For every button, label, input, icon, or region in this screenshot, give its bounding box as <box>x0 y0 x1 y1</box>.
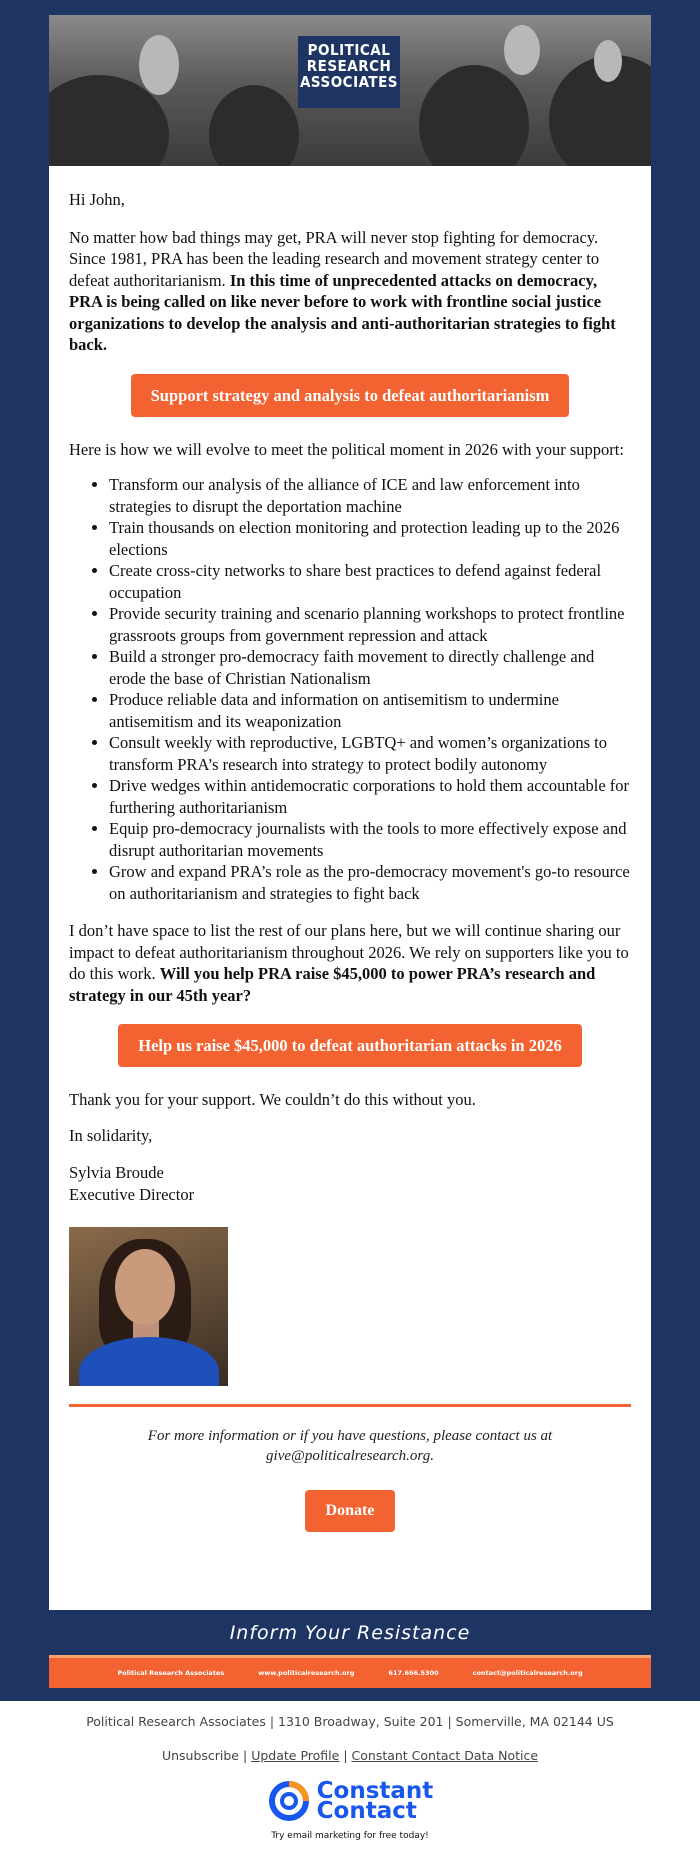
list-item: • Build a stronger pro-democracy faith movement to directly challenge and erode the base of Christian Nationalism <box>109 646 631 689</box>
greeting: Hi John, <box>69 190 125 209</box>
bar-email[interactable]: contact@politicalresearch.org <box>472 1669 583 1677</box>
orange-divider <box>69 1404 631 1407</box>
header-photo-banner <box>49 15 651 166</box>
photo-face-shape <box>115 1249 175 1325</box>
signer-title: Executive Director <box>69 1184 195 1204</box>
intro-bold-text: In this time of unprecedented attacks on democracy, PRA is being called on like never before to work with frontline social justice organizations to develop the analysis and anti-authoritarian strategies to fight back. <box>69 270 616 354</box>
donate-button[interactable]: Donate <box>305 1490 396 1532</box>
cta-container <box>69 1024 631 1067</box>
sender-address: Political Research Associates | 1310 Broadway, Suite 201 | Somerville, MA 02144 US <box>86 1714 614 1729</box>
unsubscribe-link[interactable]: Unsubscribe <box>161 1748 240 1763</box>
footer-links <box>0 1748 700 1763</box>
logo-line: ASSOCIATES <box>299 73 399 91</box>
raised-fist-shape <box>504 25 540 75</box>
link-separator: | <box>343 1748 348 1763</box>
constant-contact-logo[interactable] <box>0 1779 700 1823</box>
list-item: • Consult weekly with reproductive, LGBTQ+ and women’s organizations to transform PRA’s research into strategy to protect bodily autonomy <box>109 732 631 775</box>
director-photo <box>69 1227 228 1386</box>
constant-contact-wordmark <box>316 1778 434 1824</box>
list-item: • Train thousands on election monitoring and protection leading up to the 2026 elections <box>109 517 631 560</box>
list-item: • Provide security training and scenario planning workshops to protect frontline grassroots groups from government repression and attack <box>109 603 631 646</box>
data-notice-link[interactable]: Constant Contact Data Notice <box>351 1748 539 1763</box>
signer-name: Sylvia Broude <box>69 1163 164 1182</box>
constant-contact-icon <box>267 1779 311 1823</box>
bar-org-name: Political Research Associates <box>117 1669 225 1677</box>
list-item: • Drive wedges within antidemocratic corporations to hold them accountable for furthering authoritarianism <box>109 775 631 818</box>
raised-fist-shape <box>139 35 179 95</box>
plans-list <box>69 474 631 904</box>
wordmark-line: Constant <box>316 1778 434 1804</box>
list-item: • Create cross-city networks to share best practices to defend against federal occupation <box>109 560 631 603</box>
cta-container <box>69 374 631 417</box>
contact-email-link[interactable]: give@politicalresearch.org. <box>266 1448 434 1464</box>
wordmark-line: Contact <box>316 1798 417 1824</box>
raise-funds-button[interactable]: Help us raise $45,000 to defeat authoritarian attacks in 2026 <box>118 1024 581 1067</box>
list-item: • Transform our analysis of the alliance of ICE and law enforcement into strategies to disrupt the deportation machine <box>109 474 631 517</box>
support-strategy-button[interactable]: Support strategy and analysis to defeat authoritarianism <box>131 374 570 417</box>
crowd-silhouette <box>419 65 529 166</box>
list-item: • Produce reliable data and information on antisemitism to undermine antisemitism and its weaponization <box>109 689 631 732</box>
list-item: • Equip pro-democracy journalists with the tools to more effectively expose and disrupt authoritarian movements <box>109 818 631 861</box>
closing-text: I don’t have space to list the rest of our plans here, but we will continue sharing our impact to defeat authoritarianism throughout 2026. We rely on supporters like you to do this work. <box>69 921 629 983</box>
list-item: • Grow and expand PRA’s role as the pro-democracy movement's go-to resource on authoritarianism and strategies to fight back <box>109 861 631 904</box>
signoff-text: In solidarity, <box>69 1125 153 1145</box>
pra-logo[interactable] <box>298 36 400 108</box>
contact-bar <box>49 1655 651 1688</box>
photo-body-shape <box>79 1337 219 1386</box>
email-card <box>49 15 651 1685</box>
contact-info-line: For more information or if you have questions, please contact us at <box>147 1428 553 1444</box>
intro-paragraph <box>69 227 631 356</box>
link-separator: | <box>243 1748 248 1763</box>
update-profile-link[interactable]: Update Profile <box>251 1748 340 1763</box>
logo-line: POLITICAL <box>307 41 391 59</box>
raised-fist-shape <box>594 40 622 82</box>
closing-paragraph <box>69 920 631 1006</box>
contact-info <box>79 1426 621 1466</box>
logo-line: RESEARCH <box>306 57 392 75</box>
cc-tagline[interactable]: Try email marketing for free today! <box>271 1831 429 1841</box>
crowd-silhouette <box>209 85 299 166</box>
closing-bold-text: Will you help PRA raise $45,000 to power PRA’s research and strategy in our 45th year? <box>69 964 596 1005</box>
bar-website[interactable]: www.politicalresearch.org <box>258 1669 355 1677</box>
intro-text: No matter how bad things may get, PRA will never stop fighting for democracy. Since 1981, PRA has been the leading research and movement strategy center to defeat authoritarianism. <box>69 227 600 290</box>
email-footer <box>0 1714 700 1841</box>
bar-phone: 617.666.5300 <box>388 1669 439 1677</box>
signature-block <box>69 1162 631 1205</box>
evolve-intro: Here is how we will evolve to meet the political moment in 2026 with your support: <box>69 439 624 459</box>
email-body <box>49 189 651 1386</box>
donate-container <box>49 1490 651 1532</box>
thanks-text: Thank you for your support. We couldn’t do this without you. <box>69 1090 476 1109</box>
inform-resistance-banner: Inform Your Resistance <box>49 1610 651 1668</box>
